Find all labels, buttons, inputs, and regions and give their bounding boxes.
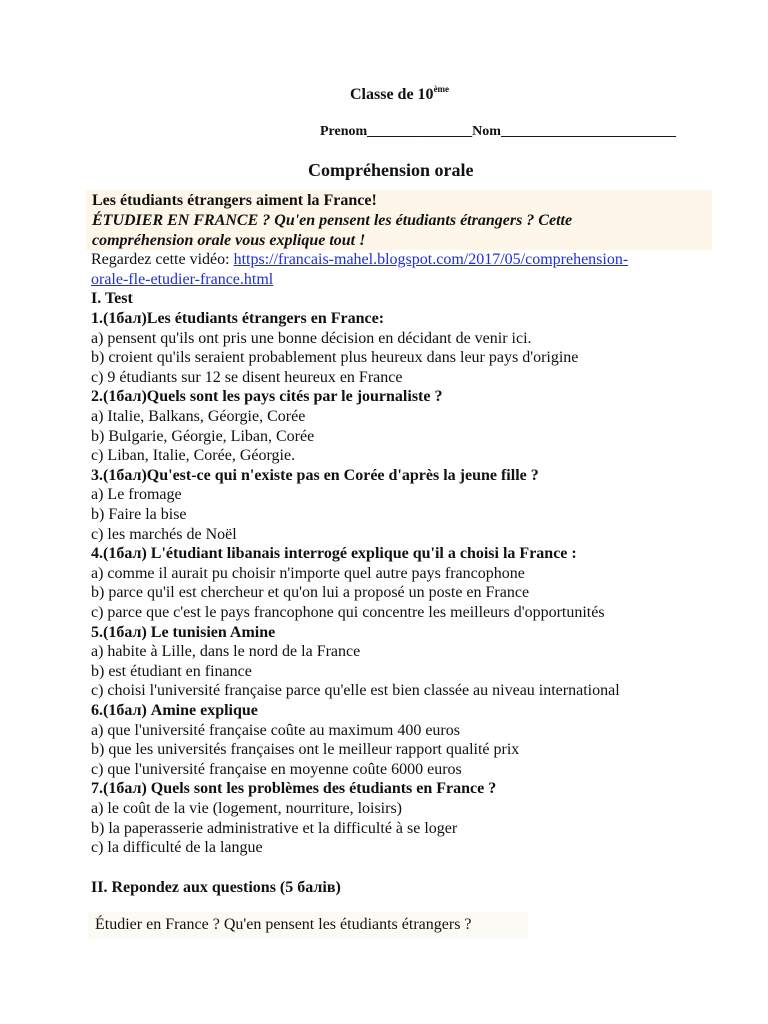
intro-box bbox=[86, 190, 712, 250]
section-2-question-box bbox=[88, 912, 528, 938]
video-label: Regardez cette vidéo: bbox=[91, 251, 234, 268]
question-4: 4.(1бал) L'étudiant libanais interrogé explique qu'il a choisi la France : bbox=[91, 545, 577, 563]
class-heading bbox=[350, 86, 449, 104]
intro-line-3: compréhension orale vous explique tout ! bbox=[92, 232, 366, 249]
question-7-option[interactable]: c) la difficulté de la langue bbox=[91, 839, 263, 857]
question-1: 1.(1бал)Les étudiants étrangers en France: bbox=[91, 310, 385, 327]
question-3: 3.(1бал)Qu'est-ce qui n'existe pas en Corée d'après la jeune fille ? bbox=[91, 466, 539, 484]
page-title: Compréhension orale bbox=[308, 160, 474, 180]
video-link-part1[interactable]: https://francais-mahel.blogspot.com/2017/05/comprehension- bbox=[233, 251, 629, 268]
question-1-option[interactable]: a) pensent qu'ils ont pris une bonne décision en décidant de venir ici. bbox=[91, 329, 532, 347]
question-3-option[interactable]: c) les marchés de Noël bbox=[91, 525, 237, 543]
question-2-option[interactable]: b) Bulgarie, Géorgie, Liban, Corée bbox=[91, 427, 315, 445]
question-6-option[interactable]: b) que les universités françaises ont le meilleur rapport qualité prix bbox=[91, 741, 520, 759]
question-6-option[interactable]: a) que l'université française coûte au maximum 400 euros bbox=[91, 721, 460, 739]
question-2-option[interactable]: c) Liban, Italie, Corée, Géorgie. bbox=[91, 447, 296, 465]
question-6: 6.(1бал) Amine explique bbox=[91, 702, 258, 719]
class-heading-text: Classe de 10 bbox=[350, 86, 434, 103]
question-5-option[interactable]: b) est étudiant en finance bbox=[91, 662, 252, 680]
section-2-title: II. Repondez aux questions (5 балів) bbox=[91, 879, 341, 896]
question-4-option[interactable]: a) comme il aurait pu choisir n'importe quel autre pays francophone bbox=[91, 564, 525, 582]
question-2: 2.(1бал)Quels sont les pays cités par le journaliste ? bbox=[91, 388, 443, 406]
question-5: 5.(1бал) Le tunisien Amine bbox=[91, 623, 276, 641]
question-3-option[interactable]: a) Le fromage bbox=[91, 486, 182, 504]
question-7: 7.(1бал) Quels sont les problèmes des étudiants en France ? bbox=[91, 780, 497, 798]
question-5-option[interactable]: a) habite à Lille, dans le nord de la France bbox=[91, 643, 361, 661]
question-1-option[interactable]: b) croient qu'ils seraient probablement plus heureux dans leur pays d'origine bbox=[91, 349, 579, 367]
video-link-part2[interactable]: orale-fle-etudier-france.html bbox=[91, 271, 274, 288]
section-1-title: I. Test bbox=[91, 290, 133, 307]
question-6-option[interactable]: c) que l'université française en moyenne coûte 6000 euros bbox=[91, 760, 462, 778]
video-line bbox=[91, 251, 628, 269]
question-1-option[interactable]: c) 9 étudiants sur 12 se disent heureux en France bbox=[91, 368, 403, 386]
question-3-option[interactable]: b) Faire la bise bbox=[91, 506, 187, 523]
question-7-option[interactable]: b) la paperasserie administrative et la difficulté à se loger bbox=[91, 819, 458, 837]
question-2-option[interactable]: a) Italie, Balkans, Géorgie, Corée bbox=[91, 408, 306, 425]
name-fields[interactable]: Prenom_______________Nom_________________________ bbox=[320, 124, 676, 139]
intro-line-1: Les étudiants étrangers aiment la France! bbox=[92, 192, 377, 209]
question-7-option[interactable]: a) le coût de la vie (logement, nourriture, loisirs) bbox=[91, 800, 403, 817]
video-line-2 bbox=[91, 271, 273, 289]
section-2-question: Étudier en France ? Qu'en pensent les étudiants étrangers ? bbox=[95, 916, 472, 933]
class-heading-sup: ème bbox=[433, 84, 450, 94]
intro-line-2: ÉTUDIER EN FRANCE ? Qu'en pensent les étudiants étrangers ? Cette bbox=[92, 212, 573, 229]
question-4-option[interactable]: b) parce qu'il est chercheur et qu'on lui a proposé un poste en France bbox=[91, 584, 530, 602]
question-5-option[interactable]: c) choisi l'université française parce qu'elle est bien classée au niveau international bbox=[91, 682, 620, 700]
question-4-option[interactable]: c) parce que c'est le pays francophone qui concentre les meilleurs d'opportunités bbox=[91, 604, 605, 621]
